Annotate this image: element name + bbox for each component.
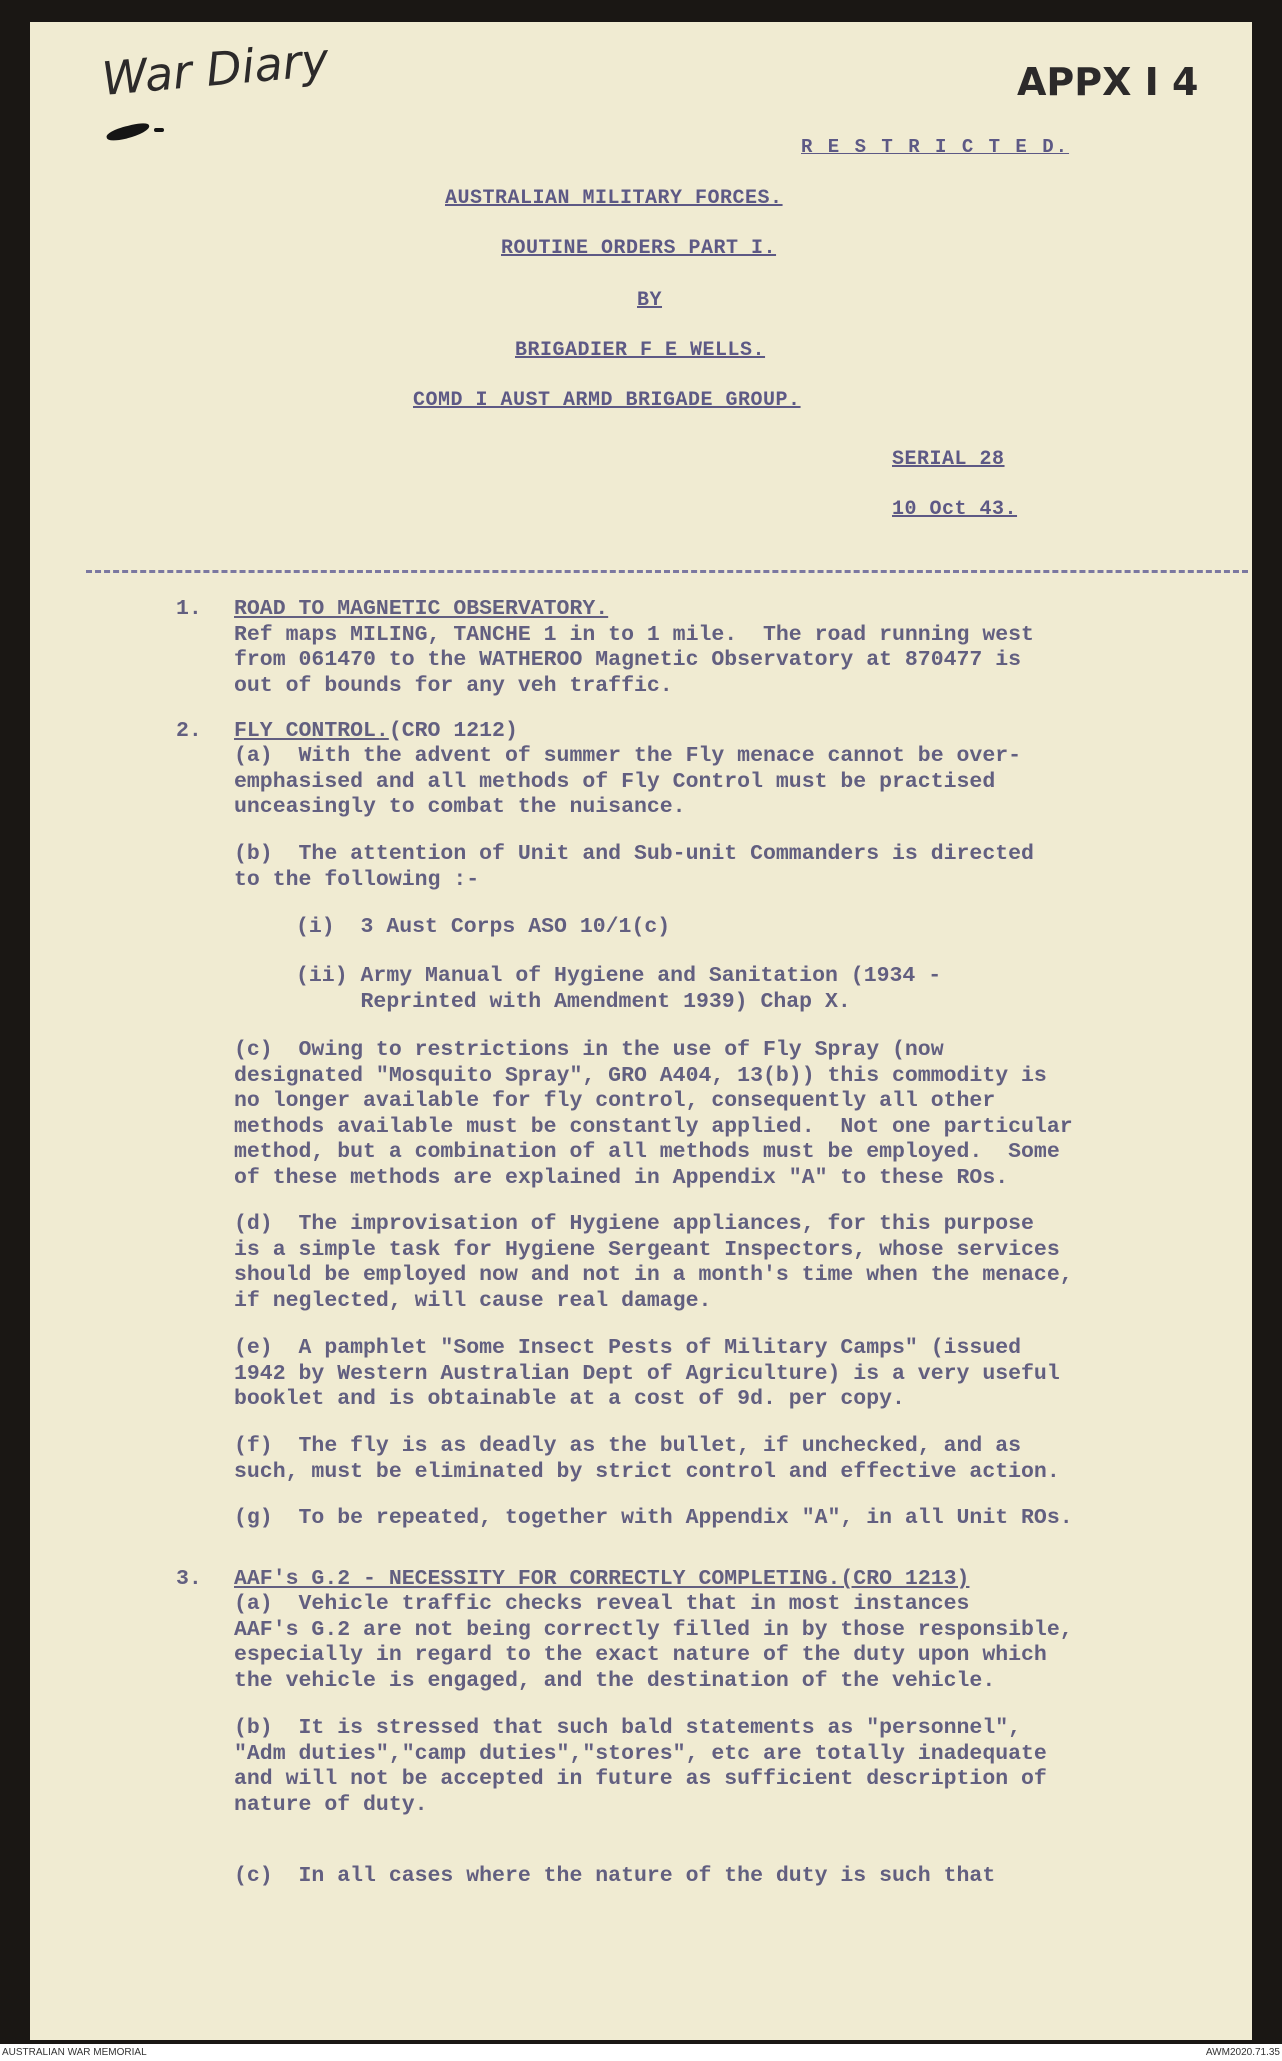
item-2-subpara-i: [296, 915, 670, 941]
body-line: (a) Vehicle traffic checks reveal that in most instances: [234, 1592, 970, 1616]
item-2-para-g: [234, 1506, 1073, 1532]
body-line: from 061470 to the WATHEROO Magnetic Observatory at 870477 is: [234, 648, 1022, 672]
body-line: unceasingly to combat the nuisance.: [234, 795, 686, 819]
item-3-title-line: [234, 1567, 969, 1593]
handwritten-war-diary: War Diary: [99, 32, 331, 106]
footer-accession: AWM2020.71.35: [1205, 2047, 1280, 2058]
organisation-heading: AUSTRALIAN MILITARY FORCES.: [445, 187, 783, 210]
item-3-para-c: [234, 1864, 995, 1890]
body-line: (b) The attention of Unit and Sub-unit Commanders is directed: [234, 842, 1034, 866]
item-2-para-b: [234, 842, 1034, 893]
body-line: Reprinted with Amendment 1939) Chap X.: [296, 989, 851, 1014]
footer-source: AUSTRALIAN WAR MEMORIAL: [2, 2047, 147, 2058]
body-line: if neglected, will cause real damage.: [234, 1288, 712, 1313]
header-divider: [86, 570, 1248, 576]
item-2-para-a: [234, 744, 1021, 821]
body-line: (d) The improvisation of Hygiene appliances, for this purpose: [234, 1212, 1034, 1236]
body-line: "Adm duties","camp duties","stores", etc are totally inadequate: [234, 1741, 1047, 1766]
item-3-para-a: [234, 1592, 1073, 1694]
body-line: methods available must be constantly applied. Not one particular: [234, 1114, 1073, 1139]
item-number: 3.: [176, 1567, 202, 1591]
body-line: of these methods are explained in Appendix "A" to these ROs.: [234, 1165, 1009, 1190]
document-title: ROUTINE ORDERS PART I.: [501, 237, 777, 260]
body-line: (e) A pamphlet "Some Insect Pests of Military Camps" (issued: [234, 1336, 1022, 1360]
item-2-subpara-ii: [296, 964, 941, 1015]
ink-dot: [154, 128, 164, 132]
ink-mark: [105, 121, 151, 143]
body-line: (g) To be repeated, together with Appendix "A", in all Unit ROs.: [234, 1506, 1073, 1530]
body-line: and will not be accepted in future as sufficient description of: [234, 1767, 1047, 1791]
item-number: 1.: [176, 597, 202, 621]
by-line: BY: [637, 289, 663, 312]
body-line: (a) With the advent of summer the Fly menace cannot be over-: [234, 744, 1022, 768]
body-line: (f) The fly is as deadly as the bullet, if unchecked, and as: [234, 1434, 1022, 1458]
body-line: such, must be eliminated by strict control and effective action.: [234, 1459, 1060, 1484]
body-line: (b) It is stressed that such bald statements as "personnel",: [234, 1716, 1022, 1740]
document-date: 10 Oct 43.: [892, 498, 1018, 521]
document-page: [30, 22, 1252, 2040]
body-line: especially in regard to the exact nature of the duty upon which: [234, 1643, 1047, 1667]
body-line: Ref maps MILING, TANCHE 1 in to 1 mile. The road running west: [234, 622, 1034, 647]
body-line: should be employed now and not in a month's time when the menace,: [234, 1263, 1073, 1287]
body-line: nature of duty.: [234, 1792, 428, 1817]
body-line: the vehicle is engaged, and the destination of the vehicle.: [234, 1668, 996, 1693]
body-line: out of bounds for any veh traffic.: [234, 673, 673, 698]
item-3-para-b: [234, 1716, 1047, 1818]
item-2-para-e: [234, 1336, 1060, 1413]
handwritten-appx: APPX I 4: [1017, 60, 1199, 104]
body-line: emphasised and all methods of Fly Control must be practised: [234, 769, 996, 794]
body-line: 1942 by Western Australian Dept of Agriculture) is a very useful: [234, 1361, 1060, 1386]
body-line: designated "Mosquito Spray", GRO A404, 13(b)) this commodity is: [234, 1063, 1047, 1088]
item-2-para-c: [234, 1038, 1073, 1191]
author-line: BRIGADIER F E WELLS.: [515, 339, 766, 362]
body-line: to the following :-: [234, 867, 480, 892]
item-1-block: [234, 597, 1034, 699]
serial-number: SERIAL 28: [892, 448, 1005, 471]
item-3-title: AAF's G.2 - NECESSITY FOR CORRECTLY COMPLETING.: [234, 1567, 841, 1591]
archive-footer: [0, 2044, 1282, 2061]
item-2-reference: (CRO 1212): [388, 719, 518, 743]
item-2-para-f: [234, 1434, 1060, 1485]
body-line: (i) 3 Aust Corps ASO 10/1(c): [296, 915, 671, 939]
body-line: booklet and is obtainable at a cost of 9d. per copy.: [234, 1387, 905, 1411]
item-2-para-d: [234, 1212, 1073, 1314]
restricted-marking: R E S T R I C T E D.: [801, 136, 1070, 158]
body-line: (ii) Army Manual of Hygiene and Sanitation (1934 -: [296, 964, 942, 988]
body-line: AAF's G.2 are not being correctly filled in by those responsible,: [234, 1617, 1073, 1642]
body-line: (c) Owing to restrictions in the use of Fly Spray (now: [234, 1038, 944, 1062]
item-1-title: ROAD TO MAGNETIC OBSERVATORY.: [234, 597, 609, 621]
item-2-title-line: [234, 719, 518, 745]
command-line: COMD I AUST ARMD BRIGADE GROUP.: [413, 389, 801, 412]
item-2-title: FLY CONTROL.: [234, 719, 389, 743]
body-line: method, but a combination of all methods must be employed. Some: [234, 1140, 1060, 1164]
item-3-reference: (CRO 1213): [840, 1567, 970, 1591]
body-line: (c) In all cases where the nature of the duty is such that: [234, 1864, 996, 1888]
body-line: no longer available for fly control, consequently all other: [234, 1089, 996, 1113]
body-line: is a simple task for Hygiene Sergeant Inspectors, whose services: [234, 1237, 1060, 1262]
item-number: 2.: [176, 719, 202, 743]
